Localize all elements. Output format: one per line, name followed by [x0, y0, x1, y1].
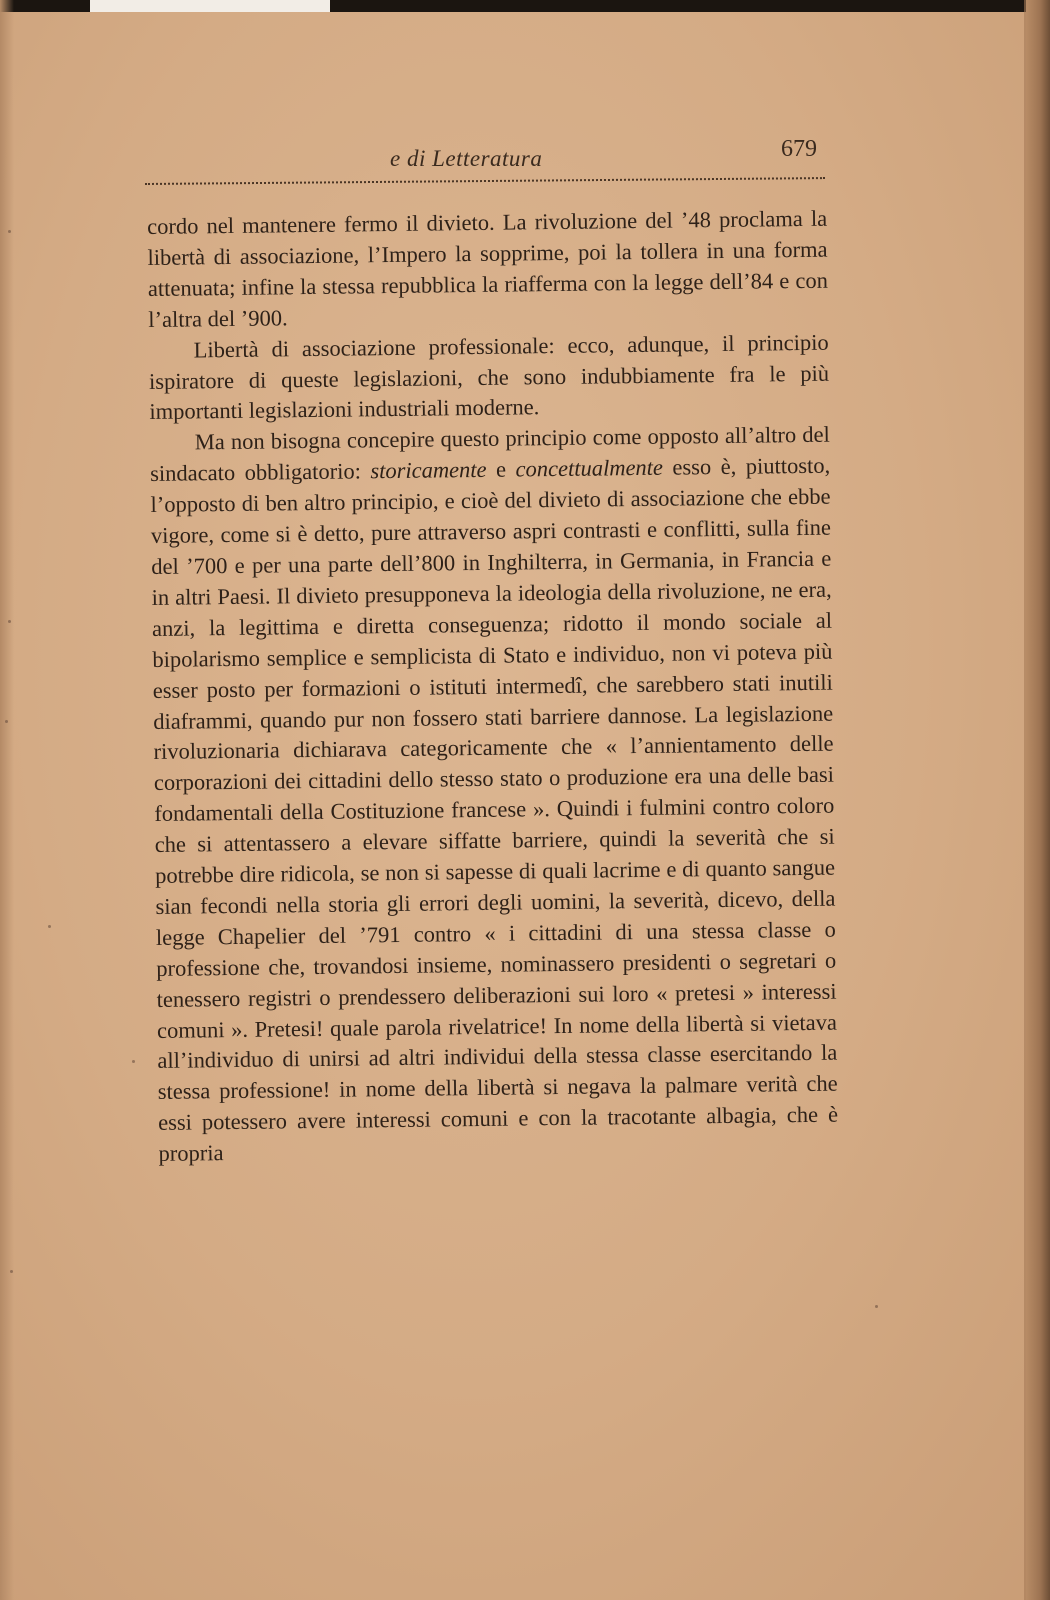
scan-speck — [5, 720, 8, 723]
paragraph-3-italic-storicamente: storicamente — [370, 457, 487, 484]
paragraph-3-segment: Ma non bisogna concepire questo principio come opposto all’altro del sindacato obbligatorio: — [150, 422, 830, 487]
scan-speck — [10, 1270, 13, 1273]
scan-speck — [132, 1060, 135, 1063]
page-left-shadow — [0, 0, 14, 1600]
paragraph-2-text: Libertà di associazione professionale: ecco, adunque, il principio ispiratore di queste legislazioni, che sono indubbiamente fra le più importanti legislazioni industriali moderne. — [148, 329, 830, 425]
paragraph-3-segment: e — [486, 456, 516, 483]
paragraph-1 — [147, 204, 828, 336]
paragraph-3 — [150, 420, 839, 1170]
scan-top-edge — [0, 0, 1050, 12]
book-spine-edge — [1026, 0, 1050, 1600]
paragraph-3-italic-concettualmente: concettualmente — [515, 454, 664, 482]
page-number: 679 — [781, 136, 817, 162]
scan-paper-tab — [90, 0, 330, 12]
scan-speck — [875, 1305, 878, 1308]
running-title: e di Letteratura — [390, 146, 543, 171]
running-head — [145, 136, 825, 180]
body-text — [147, 204, 839, 1170]
scan-speck — [8, 230, 11, 233]
scan-speck — [8, 620, 11, 623]
paragraph-1-text: cordo nel mantenere fermo il divieto. La rivoluzione del ’48 proclama la libertà di associazione, l’Impero la sopprime, poi la tollera in una forma attenuata; infine la stessa repubblica la riafferma con la legge dell’84 e con l’altra del ’900. — [147, 205, 829, 332]
paragraph-2 — [149, 327, 830, 428]
paragraph-3-segment: esso è, piuttosto, l’opposto di ben altro principio, e cioè del divieto di associazione che ebbe vigore, come si è detto, pure attraverso aspri contrasti e conflitti, sulla fine del ’700 e per una parte dell’800 in Inghilterra, in Germania, in Francia e in altri Paesi. Il divieto presupponeva la ideologia della rivoluzione, ne era, anzi, la legittima e diretta conseguenza; ridotto il mondo sociale al bipolarismo semplice e semplicista di Stato e individuo, non vi poteva più esser posto per formazioni o istituti intermedî, che sarebbero stati inutili diaframmi, quando pur non fossero stati barriere dannose. La legislazione rivoluzionaria dichiarava categoricamente che « l’annientamento delle corporazioni dei cittadini dello stesso stato o produzione era una delle basi fondamentali della Costituzione francese ». Quindi i fulmini contro coloro che si attentassero a elevare siffatte barriere, quindi la severità che si potrebbe dire ridicola, se non si sapesse di quali lacrime e di quanto sangue sian fecondi nella storia gli errori degli uomini, la severità, dicevo, della legge Chapelier del ’791 contro « i cittadini di una stessa classe o professione che, trovandosi insieme, nominassero presidenti o segretari o tenessero registri o prendessero deliberazioni sui loro « pretesi » interessi comuni ». Pretesi! quale parola rivelatrice! In nome della libertà si vietava all’individuo di unirsi ad altri individui della stessa classe esercitando la stessa professione! in nome della libertà si negava la palmare verità che essi potessero avere interessi comuni e con la tracotante albagia, che è propria — [150, 452, 839, 1167]
scan-speck — [48, 925, 51, 928]
